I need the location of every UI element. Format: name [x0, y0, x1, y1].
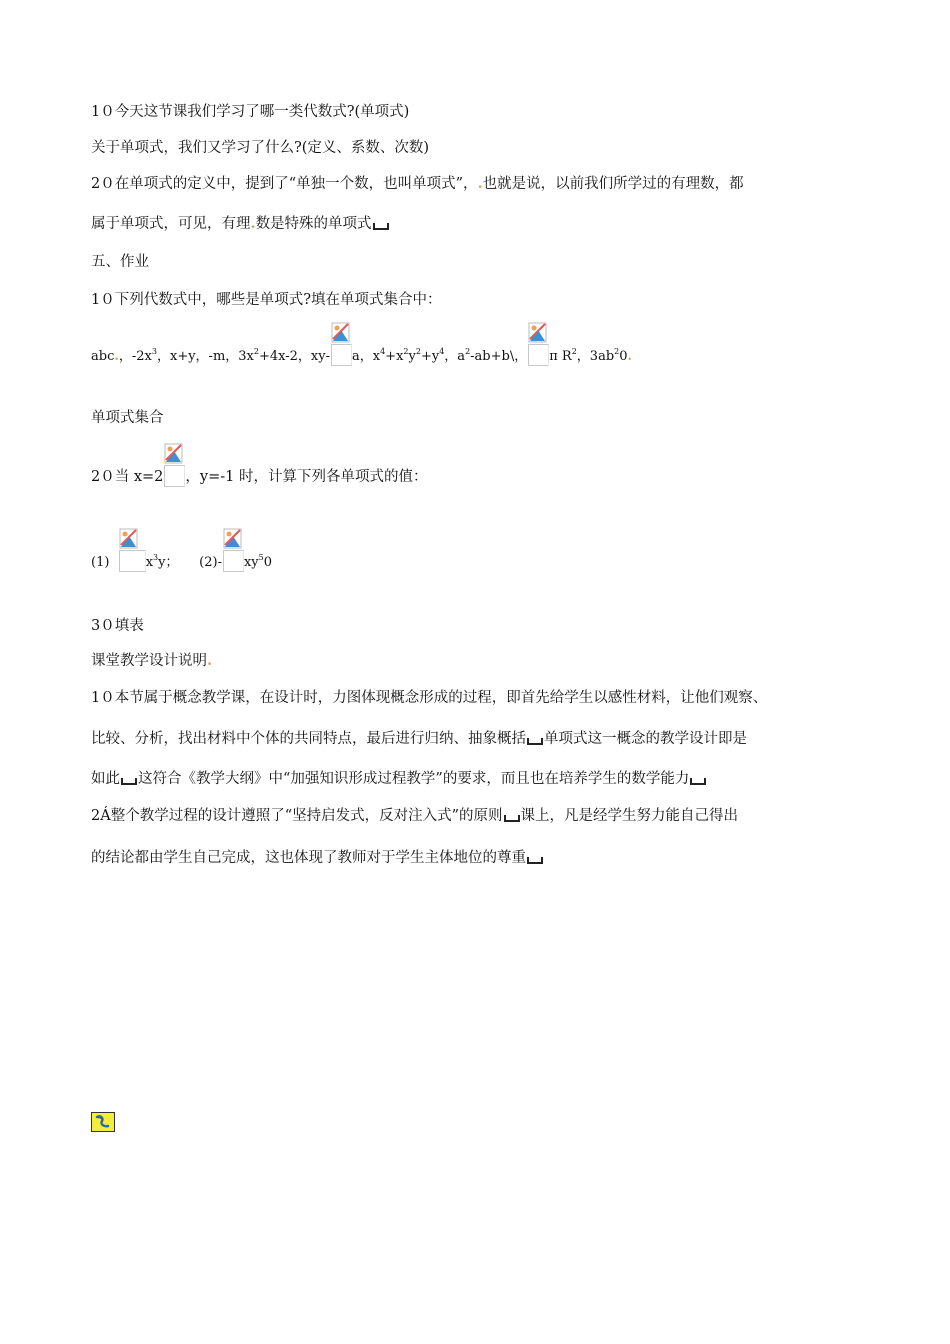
- design-note-2-line1: 2Á整个教学过程的设计遵照了“坚持启发式，反对注入式”的原则 课上，凡是经学生努力能自己得出: [91, 808, 739, 824]
- design-note-1-line3: 如此 这符合《教学大纲》中“加强知识形成过程教学”的要求，而且也在培养学生的数学能力: [91, 769, 707, 789]
- dot-mark: .: [250, 215, 256, 232]
- period-mark: [121, 778, 137, 785]
- design-notes-heading: 课堂教学设计说明.: [91, 652, 213, 669]
- summary-q1: 1０今天这节课我们学习了哪一类代数式?(单项式): [91, 104, 410, 120]
- monomial-set-label: 单项式集合: [91, 410, 164, 426]
- summary-p2-line2: 属于单项式，可见，有理.数是特殊的单项式: [91, 214, 390, 234]
- broken-image-icon: [164, 443, 184, 487]
- period-mark: [690, 778, 706, 785]
- broken-image-icon: [223, 528, 243, 572]
- broken-image-icon: [331, 322, 351, 366]
- homework-q1: 1０下列代数式中，哪些是单项式?填在单项式集合中：: [91, 292, 442, 308]
- design-note-1-line1: 1０本节属于概念教学课，在设计时，力图体现概念形成的过程，即首先给学生以感性材料，让他们观察、: [91, 690, 768, 706]
- summary-p2-line1: 2０在单项式的定义中，提到了“单独一个数，也叫单项式”，.也就是说，以前我们所学过的有理数，都: [91, 175, 744, 192]
- broken-image-icon: [528, 322, 548, 366]
- stamp-icon: [91, 1112, 115, 1136]
- expression-list: abc.，$-2x^3$，x+y，-m，$3x^2+4x-2$，xy- a，$x^4+x^2y^2+y^4$，$a^2-ab+b\backslash$， π $R^2$，$3ab^20$.: [91, 322, 632, 382]
- section-heading-homework: 五、作业: [91, 254, 149, 270]
- dot-mark: .: [627, 349, 633, 364]
- period-mark: [504, 815, 520, 822]
- dot-mark: .: [477, 175, 483, 192]
- homework-q3: 3０填表: [91, 618, 144, 634]
- dot-mark: .: [207, 652, 213, 669]
- design-note-1-line2: 比较、分析，找出材料中个体的共同特点，最后进行归纳、抽象概括 单项式这一概念的教学设计即是: [91, 731, 747, 747]
- homework-q2: 2０当 x=2 ，y=-1 时，计算下列各单项式的值：: [91, 443, 427, 502]
- dot-mark: .: [114, 349, 119, 364]
- homework-q2-items: (1) $x^3y$； (2)- $xy^50$: [91, 528, 272, 588]
- period-mark: [527, 738, 543, 745]
- period-mark: [373, 223, 389, 230]
- period-mark: [527, 857, 543, 864]
- design-note-2-line2: 的结论都由学生自己完成，这也体现了教师对于学生主体地位的尊重: [91, 848, 544, 868]
- summary-q2: 关于单项式，我们又学习了什么?(定义、系数、次数): [91, 140, 430, 156]
- broken-image-icon: [119, 528, 145, 572]
